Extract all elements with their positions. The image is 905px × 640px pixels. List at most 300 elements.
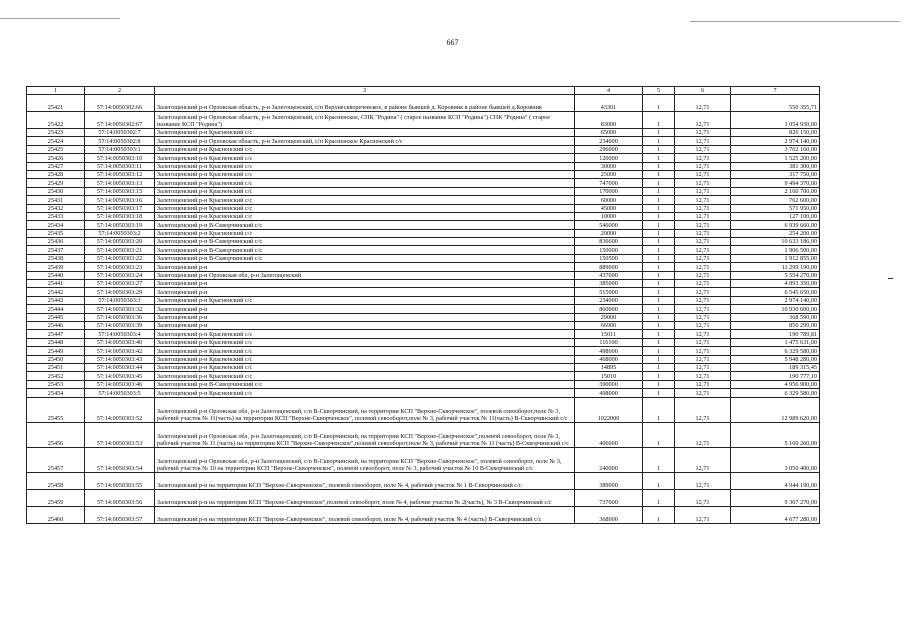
quantity: 1 [643, 271, 675, 279]
quantity: 1 [643, 380, 675, 388]
rate: 12,71 [675, 347, 731, 355]
quantity: 1 [643, 489, 675, 506]
cadastral-number: 57:14:0050303:1 [85, 145, 155, 153]
cadastral-number: 57:14:0050303:4 [85, 330, 155, 338]
rate: 12,71 [675, 162, 731, 170]
cadastral-number: 57:14:0050303:27 [85, 280, 155, 288]
row-number: 25422 [27, 112, 85, 129]
row-number: 25455 [27, 397, 85, 422]
quantity: 1 [643, 338, 675, 346]
rate: 12,71 [675, 330, 731, 338]
parcel-area: 296000 [575, 145, 643, 153]
row-number: 25437 [27, 246, 85, 254]
cadastral-value: 10 930 600,00 [731, 305, 820, 313]
parcel-area: 498000 [575, 389, 643, 397]
quantity: 1 [643, 305, 675, 313]
table-row [27, 472, 820, 489]
rate: 12,71 [675, 212, 731, 220]
rate: 12,71 [675, 112, 731, 129]
cadastral-value: 1 906 500,00 [731, 246, 820, 254]
cadastral-number: 57:14:0050303:2 [85, 229, 155, 237]
cadastral-value: 6 939 660,00 [731, 221, 820, 229]
quantity: 1 [643, 347, 675, 355]
parcel-description: Залегощенский р-н Красненский с/с [155, 330, 575, 338]
cadastral-value: 254 200,00 [731, 229, 820, 237]
cadastral-value: 850 299,00 [731, 321, 820, 329]
rate: 12,71 [675, 506, 731, 523]
quantity: 1 [643, 154, 675, 162]
row-number: 25447 [27, 330, 85, 338]
rate: 12,71 [675, 137, 731, 145]
row-number: 25458 [27, 472, 85, 489]
cadastral-number: 57:14:0050303:54 [85, 447, 155, 472]
parcel-description: Залегощенский р-н Красненский с/с [155, 363, 575, 371]
header-col-7: 7 [731, 87, 820, 95]
table-row [27, 389, 820, 397]
table-row [27, 238, 820, 246]
parcel-description: Залегощенский р-н Орловская область, р-н Залегощенский, с/п Красненское, СПК "Родина" ( старое название КСП "Родина") СПК "Родина" ( старое название КСП "Родина") [155, 112, 575, 129]
rate: 12,71 [675, 397, 731, 422]
rate: 12,71 [675, 246, 731, 254]
cadastral-value: 1 054 930,00 [731, 112, 820, 129]
row-number: 25423 [27, 129, 85, 137]
cadastral-number: 57:14:0050303:18 [85, 212, 155, 220]
cadastral-value: 189 315,45 [731, 363, 820, 371]
row-number: 25431 [27, 196, 85, 204]
parcel-description: Залегощенский р-н [155, 263, 575, 271]
cadastral-value: 5 160 260,00 [731, 422, 820, 447]
cadastral-number: 57:14:0050303:40 [85, 338, 155, 346]
cadastral-number: 57:14:0050303:13 [85, 179, 155, 187]
parcel-area: 515000 [575, 288, 643, 296]
parcel-description: Залегощенский р-н на территории КСП "Верхне-Скворченское",полевой севооборот, поле № 4, рабочие участки № 2(часть), № 3 В-Скворчинский с/с [155, 489, 575, 506]
parcel-description: Залегощенский р-н Орловская область, р-н Залегощенский, с/п Верхнескворечевское, в районе бывшей д. Коровник в районе бывшей д.Коровник [155, 95, 575, 112]
rate: 12,71 [675, 145, 731, 153]
parcel-area: 498000 [575, 347, 643, 355]
table-row [27, 204, 820, 212]
rate: 12,71 [675, 170, 731, 178]
parcel-area: 150000 [575, 246, 643, 254]
quantity: 1 [643, 187, 675, 195]
cadastral-value: 11 299 190,00 [731, 263, 820, 271]
parcel-description: Залегощенский р-н Красненский с/с [155, 212, 575, 220]
cadastral-number: 57:14:0050303:43 [85, 355, 155, 363]
parcel-area: 240000 [575, 447, 643, 472]
row-number: 25429 [27, 179, 85, 187]
parcel-description: Залегощенский р-н Красненский с/с [155, 355, 575, 363]
parcel-area: 437000 [575, 271, 643, 279]
cadastral-value: 762 600,00 [731, 196, 820, 204]
cadastral-value: 9 494 370,00 [731, 179, 820, 187]
row-number: 25441 [27, 280, 85, 288]
row-number: 25421 [27, 95, 85, 112]
parcel-area: 390000 [575, 380, 643, 388]
table-row [27, 246, 820, 254]
row-number: 25443 [27, 296, 85, 304]
quantity: 1 [643, 422, 675, 447]
rate: 12,71 [675, 296, 731, 304]
quantity: 1 [643, 137, 675, 145]
row-number: 25436 [27, 238, 85, 246]
table-row [27, 145, 820, 153]
row-number: 25432 [27, 204, 85, 212]
table-row [27, 506, 820, 523]
rate: 12,71 [675, 129, 731, 137]
cadastral-number: 57:14:0050303:17 [85, 204, 155, 212]
table-row [27, 338, 820, 346]
land-parcel-table [26, 86, 820, 524]
cadastral-number: 57:14:0050303:20 [85, 238, 155, 246]
quantity: 1 [643, 246, 675, 254]
table-row [27, 254, 820, 262]
parcel-description: Залегощенский р-н Красненский с/с [155, 179, 575, 187]
parcel-description: Залегощенский р-н [155, 321, 575, 329]
cadastral-value: 127 100,00 [731, 212, 820, 220]
cadastral-value: 3 050 400,00 [731, 447, 820, 472]
parcel-description: Залегощенский р-н Красненский с/с [155, 229, 575, 237]
cadastral-value: 2 160 700,00 [731, 187, 820, 195]
rate: 12,71 [675, 372, 731, 380]
rate: 12,71 [675, 338, 731, 346]
header-col-5: 5 [643, 87, 675, 95]
cadastral-value: 1 912 855,00 [731, 254, 820, 262]
table-row [27, 355, 820, 363]
rate: 12,71 [675, 196, 731, 204]
parcel-area: 389000 [575, 472, 643, 489]
parcel-area: 15010 [575, 372, 643, 380]
cadastral-value: 2 974 140,00 [731, 296, 820, 304]
cadastral-value: 4 944 190,00 [731, 472, 820, 489]
cadastral-value: 1 525 200,00 [731, 154, 820, 162]
table-row [27, 321, 820, 329]
cadastral-number: 57:14:0050303:29 [85, 288, 155, 296]
rate: 12,71 [675, 221, 731, 229]
parcel-area: 29000 [575, 313, 643, 321]
parcel-area: 836600 [575, 238, 643, 246]
quantity: 1 [643, 330, 675, 338]
quantity: 1 [643, 196, 675, 204]
quantity: 1 [643, 263, 675, 271]
cadastral-number: 57:14:0050302:7 [85, 129, 155, 137]
cadastral-value: 317 750,00 [731, 170, 820, 178]
parcel-description: Залегощенский р-н Орловская область, р-н Залегощенский, с/п Красненское Красненский с/с [155, 137, 575, 145]
cadastral-number: 57:14:0050303:24 [85, 271, 155, 279]
parcel-description: Залегощенский р-н В-Скворчинский с/с [155, 246, 575, 254]
parcel-area: 234000 [575, 137, 643, 145]
parcel-area: 546000 [575, 221, 643, 229]
parcel-area: 66900 [575, 321, 643, 329]
quantity: 1 [643, 170, 675, 178]
table-row [27, 380, 820, 388]
quantity: 1 [643, 363, 675, 371]
parcel-description: Залегощенский р-н В-Скворчинский с/с [155, 254, 575, 262]
cadastral-number: 57:14:0050303:19 [85, 221, 155, 229]
row-number: 25424 [27, 137, 85, 145]
table-row [27, 372, 820, 380]
header-row [27, 87, 820, 95]
cadastral-value: 826 150,00 [731, 129, 820, 137]
row-number: 25448 [27, 338, 85, 346]
quantity: 1 [643, 280, 675, 288]
row-number: 25427 [27, 162, 85, 170]
rate: 12,71 [675, 254, 731, 262]
cadastral-value: 3 762 160,00 [731, 145, 820, 153]
row-number: 25449 [27, 347, 85, 355]
rate: 12,71 [675, 154, 731, 162]
row-number: 25442 [27, 288, 85, 296]
row-number: 25428 [27, 170, 85, 178]
parcel-area: 116100 [575, 338, 643, 346]
cadastral-value: 381 300,00 [731, 162, 820, 170]
row-number: 25452 [27, 372, 85, 380]
cadastral-number: 57:14:0050303:55 [85, 472, 155, 489]
row-number: 25435 [27, 229, 85, 237]
cadastral-value: 6 545 650,00 [731, 288, 820, 296]
parcel-area: 65000 [575, 129, 643, 137]
rate: 12,71 [675, 179, 731, 187]
parcel-description: Залегощенский р-н Красненский с/с [155, 372, 575, 380]
parcel-description: Залегощенский р-н Красненский с/с [155, 154, 575, 162]
row-number: 25451 [27, 363, 85, 371]
quantity: 1 [643, 389, 675, 397]
parcel-area: 83000 [575, 112, 643, 129]
parcel-area: 43301 [575, 95, 643, 112]
parcel-area: 234000 [575, 296, 643, 304]
cadastral-value: 2 974 140,00 [731, 137, 820, 145]
rate: 12,71 [675, 380, 731, 388]
header-col-6: 6 [675, 87, 731, 95]
table-row [27, 112, 820, 129]
cadastral-number: 57:14:0050303:23 [85, 263, 155, 271]
row-number: 25454 [27, 389, 85, 397]
scan-artifact-top-right [690, 21, 900, 22]
rate: 12,71 [675, 238, 731, 246]
table-row [27, 212, 820, 220]
row-number: 25439 [27, 263, 85, 271]
parcel-area: 15011 [575, 330, 643, 338]
parcel-area: 10000 [575, 212, 643, 220]
parcel-area: 20000 [575, 229, 643, 237]
cadastral-value: 1 475 631,00 [731, 338, 820, 346]
cadastral-number: 57:14:0050303:52 [85, 397, 155, 422]
parcel-area: 1022000 [575, 397, 643, 422]
table-row [27, 397, 820, 422]
table-row [27, 271, 820, 279]
row-number: 25456 [27, 422, 85, 447]
cadastral-number: 57:14:0050303:12 [85, 170, 155, 178]
margin-mark [888, 278, 893, 279]
rate: 12,71 [675, 472, 731, 489]
parcel-area: 120000 [575, 154, 643, 162]
quantity: 1 [643, 506, 675, 523]
cadastral-number: 57:14:0050303:22 [85, 254, 155, 262]
quantity: 1 [643, 254, 675, 262]
parcel-description: Залегощенский р-н на территории КСП "Верхне-Скворченское", полевой севооборот, поле № 4, рабочий участок № 1 В-Скворчинский с/с [155, 472, 575, 489]
quantity: 1 [643, 179, 675, 187]
quantity: 1 [643, 355, 675, 363]
parcel-description: Залегощенский р-н Орловская обл, р-н Залегощенский, с/п В-Скворчинский, на территории КСП "Верхне-Скворченское",полевой севооборот, поле № 3, рабочий участок № 11 (часть) на территории КСП "Верхне-Скворченское",полевой севооборот,поле № 3, рабочий участок № 11 (часть) В-Скворчинский с/с [155, 422, 575, 447]
rate: 12,71 [675, 271, 731, 279]
cadastral-value: 6 329 580,00 [731, 389, 820, 397]
table-row [27, 187, 820, 195]
cadastral-number: 57:14:0050302:66 [85, 95, 155, 112]
table-row [27, 137, 820, 145]
table-row [27, 179, 820, 187]
parcel-description: Залегощенский р-н В-Скворчинский с/с [155, 380, 575, 388]
quantity: 1 [643, 221, 675, 229]
cadastral-number: 57:14:0050303:45 [85, 372, 155, 380]
cadastral-value: 550 355,71 [731, 95, 820, 112]
parcel-description: Залегощенский р-н Орловская обл, р-н Залегощенский, с/п В-Скворчинский, на территории КСП "Верхне-Скворченское", полевой севооборот, поле № 3, рабочий участок № 10 на территории КСП "Верхне-Скворченское", полевой севооборот, поле № 3, рабочий участок № 10 В-Скворчинский с/с [155, 447, 575, 472]
table-row [27, 280, 820, 288]
parcel-area: 385000 [575, 280, 643, 288]
parcel-description: Залегощенский р-н [155, 280, 575, 288]
table-row [27, 305, 820, 313]
parcel-description: Залегощенский р-н [155, 288, 575, 296]
parcel-description: Залегощенский р-н [155, 313, 575, 321]
parcel-description: Залегощенский р-н В-Скворчинский с/с [155, 221, 575, 229]
cadastral-value: 368 590,00 [731, 313, 820, 321]
parcel-description: Залегощенский р-н Красненский с/с [155, 170, 575, 178]
rate: 12,71 [675, 447, 731, 472]
cadastral-value: 571 950,00 [731, 204, 820, 212]
table-row [27, 422, 820, 447]
parcel-area: 30000 [575, 162, 643, 170]
quantity: 1 [643, 145, 675, 153]
rate: 12,71 [675, 305, 731, 313]
table-row [27, 221, 820, 229]
parcel-area: 737000 [575, 489, 643, 506]
table-row [27, 347, 820, 355]
cadastral-number: 57:14:0050303:3 [85, 296, 155, 304]
cadastral-value: 190 789,81 [731, 330, 820, 338]
parcel-description: Залегощенский р-н Красненский с/с [155, 204, 575, 212]
parcel-description: Залегощенский р-н Красненский с/с [155, 162, 575, 170]
row-number: 25426 [27, 154, 85, 162]
parcel-area: 14895 [575, 363, 643, 371]
rate: 12,71 [675, 187, 731, 195]
header-col-2: 2 [85, 87, 155, 95]
cadastral-value: 190 777,10 [731, 372, 820, 380]
parcel-description: Залегощенский р-н Орловская обл, р-н Залегощенский, с/п В-Скворчинский, на территории КСП "Верхне-Скворченское", полевой севооборот,поле № 3, рабочий участок № 11(часть) на территории КСП "Верхне-Скворченское", полевой севооборот,поле № 3, рабочий участок № 11(часть) В-Скворчинский с/с [155, 397, 575, 422]
quantity: 1 [643, 321, 675, 329]
quantity: 1 [643, 229, 675, 237]
cadastral-number: 57:14:0050303:11 [85, 162, 155, 170]
table-row [27, 489, 820, 506]
table-row [27, 154, 820, 162]
table-body [27, 95, 820, 524]
cadastral-value: 12 989 620,00 [731, 397, 820, 422]
cadastral-number: 57:14:0050302:67 [85, 112, 155, 129]
cadastral-number: 57:14:0050303:16 [85, 196, 155, 204]
row-number: 25445 [27, 313, 85, 321]
table-row [27, 95, 820, 112]
parcel-area: 860000 [575, 305, 643, 313]
parcel-description: Залегощенский р-н [155, 305, 575, 313]
cadastral-number: 57:14:0050303:15 [85, 187, 155, 195]
quantity: 1 [643, 129, 675, 137]
rate: 12,71 [675, 288, 731, 296]
parcel-description: Залегощенский р-н Красненский с/с [155, 196, 575, 204]
row-number: 25434 [27, 221, 85, 229]
parcel-area: 406000 [575, 422, 643, 447]
row-number: 25457 [27, 447, 85, 472]
parcel-description: Залегощенский р-н на территории КСП "Верхне-Скворченское", полевой севооборот, поле № 4, рабочий участок № 4 (часть) В-Скворчинский с/с [155, 506, 575, 523]
scan-artifact-top-left [0, 18, 120, 19]
quantity: 1 [643, 288, 675, 296]
rate: 12,71 [675, 204, 731, 212]
header-col-3: 3 [155, 87, 575, 95]
rate: 12,71 [675, 389, 731, 397]
rate: 12,71 [675, 313, 731, 321]
cadastral-value: 4 677 280,00 [731, 506, 820, 523]
cadastral-number: 57:14:0050303:57 [85, 506, 155, 523]
cadastral-value: 5 948 280,00 [731, 355, 820, 363]
quantity: 1 [643, 238, 675, 246]
parcel-description: Залегощенский р-н Красненский с/с [155, 129, 575, 137]
row-number: 25450 [27, 355, 85, 363]
parcel-area: 747000 [575, 179, 643, 187]
cadastral-number: 57:14:0050303:32 [85, 305, 155, 313]
parcel-area: 45000 [575, 204, 643, 212]
rate: 12,71 [675, 280, 731, 288]
quantity: 1 [643, 313, 675, 321]
quantity: 1 [643, 472, 675, 489]
quantity: 1 [643, 372, 675, 380]
row-number: 25460 [27, 506, 85, 523]
parcel-area: 60000 [575, 196, 643, 204]
quantity: 1 [643, 447, 675, 472]
cadastral-number: 57:14:0050302:8 [85, 137, 155, 145]
rate: 12,71 [675, 422, 731, 447]
cadastral-number: 57:14:0050303:39 [85, 321, 155, 329]
quantity: 1 [643, 204, 675, 212]
parcel-description: Залегощенский р-н Орловская обл, р-н Залегощенский [155, 271, 575, 279]
rate: 12,71 [675, 95, 731, 112]
cadastral-number: 57:14:0050303:46 [85, 380, 155, 388]
quantity: 1 [643, 397, 675, 422]
cadastral-number: 57:14:0050303:10 [85, 154, 155, 162]
cadastral-value: 5 554 270,00 [731, 271, 820, 279]
row-number: 25425 [27, 145, 85, 153]
parcel-area: 889000 [575, 263, 643, 271]
row-number: 25430 [27, 187, 85, 195]
parcel-description: Залегощенский р-н Красненский с/с [155, 187, 575, 195]
cadastral-number: 57:14:0050303:21 [85, 246, 155, 254]
row-number: 25440 [27, 271, 85, 279]
table-row [27, 170, 820, 178]
row-number: 25453 [27, 380, 85, 388]
cadastral-value: 9 367 270,00 [731, 489, 820, 506]
cadastral-number: 57:14:0050303:53 [85, 422, 155, 447]
cadastral-value: 10 633 186,00 [731, 238, 820, 246]
table-row [27, 288, 820, 296]
cadastral-number: 57:14:0050303:42 [85, 347, 155, 355]
rate: 12,71 [675, 321, 731, 329]
header-col-4: 4 [575, 87, 643, 95]
cadastral-value: 6 329 580,00 [731, 347, 820, 355]
table-row [27, 196, 820, 204]
table-row [27, 363, 820, 371]
row-number: 25438 [27, 254, 85, 262]
row-number: 25446 [27, 321, 85, 329]
cadastral-number: 57:14:0050303:44 [85, 363, 155, 371]
page-number: 667 [446, 38, 459, 47]
cadastral-value: 4 956 900,00 [731, 380, 820, 388]
cadastral-number: 57:14:0050303:36 [85, 313, 155, 321]
table-row [27, 447, 820, 472]
table-row [27, 330, 820, 338]
